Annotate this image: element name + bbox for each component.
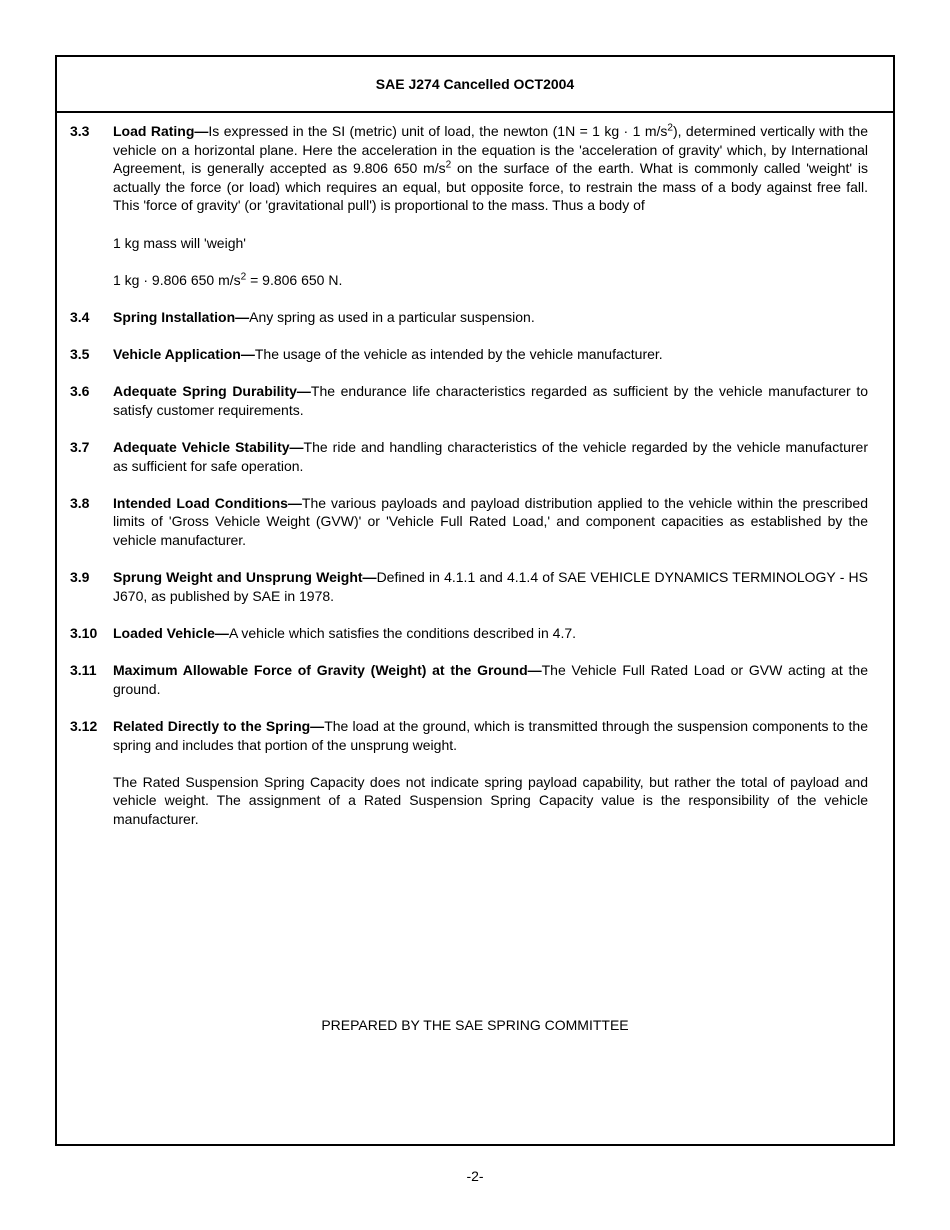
section-term: Sprung Weight and Unsprung Weight— — [113, 569, 377, 586]
document-header — [57, 57, 893, 113]
section-paragraph: 1 kg mass will 'weigh' — [113, 234, 246, 251]
section-number: 3.7 — [70, 439, 90, 456]
section-3-9 — [70, 568, 868, 605]
section-body — [113, 494, 868, 550]
section-number: 3.11 — [70, 662, 97, 679]
section-text: The usage of the vehicle as intended by the vehicle manufacturer. — [254, 346, 663, 363]
section-paragraph — [113, 271, 868, 290]
section-text: on the surface of the earth. What is commonly called 'weight' is actually the force (or load) which requires an equal, but opposite force, to restrain the mass of a body against free fall. This 'force of gravity' (or 'gravitational pull') is proportional to the mass. Thus a body of — [113, 160, 869, 214]
superscript: 2 — [240, 271, 247, 283]
section-body — [113, 624, 868, 643]
section-paragraph — [113, 717, 868, 754]
section-3-3 — [70, 122, 868, 289]
section-number: 3.5 — [70, 346, 90, 363]
section-body — [113, 717, 868, 829]
section-paragraph — [113, 122, 868, 215]
page-number: -2- — [466, 1168, 484, 1184]
prepared-by-line: PREPARED BY THE SAE SPRING COMMITTEE — [321, 1017, 629, 1033]
document-title: SAE J274 Cancelled OCT2004 — [375, 76, 575, 92]
section-term: Adequate Vehicle Stability— — [113, 439, 304, 456]
section-text: Is expressed in the SI (metric) unit of load, the newton (1N = 1 kg · 1 m/s — [208, 123, 668, 139]
section-3-6 — [70, 382, 868, 419]
section-text: The various payloads and payload distribution applied to the vehicle within the prescribed limits of 'Gross Vehicle Weight (GVW)' or 'Vehicle Full Rated Load,' and component capacities as established by the vehicle manufacturer. — [113, 494, 868, 549]
section-body — [113, 345, 868, 364]
section-text: The endurance life characteristics regarded as sufficient by the vehicle manufacturer to satisfy customer requirements. — [113, 383, 868, 418]
section-term: Spring Installation— — [113, 308, 250, 325]
equation-text: 1 kg · 9.806 650 m/s — [113, 271, 241, 288]
section-number: 3.4 — [70, 308, 90, 325]
section-text: The load at the ground, which is transmitted through the suspension components to the spring and includes that portion of the unsprung weight. — [113, 718, 868, 753]
section-text: ), determined vertically with the vehicle on a horizontal plane. Here the acceleration in the equation is the 'acceleration of gravity' which, by International Agreement, is generally accepted as 9.806 650 m/s — [113, 123, 868, 177]
section-3-12 — [70, 717, 868, 829]
section-text: Defined in 4.1.1 and 4.1.4 of SAE VEHICLE DYNAMICS TERMINOLOGY - HS J670, as published by SAE in 1978. — [113, 569, 868, 604]
section-number: 3.8 — [70, 494, 90, 511]
section-number: 3.10 — [70, 625, 98, 642]
section-number: 3.12 — [70, 718, 98, 734]
section-term: Maximum Allowable Force of Gravity (Weight) at the Ground— — [113, 662, 542, 679]
section-text: A vehicle which satisfies the conditions described in 4.7. — [228, 625, 577, 642]
superscript: 2 — [667, 122, 673, 134]
section-3-10 — [70, 624, 868, 643]
section-term: Load Rating— — [113, 123, 209, 139]
section-term: Loaded Vehicle— — [113, 625, 229, 642]
section-term: Intended Load Conditions— — [113, 494, 302, 511]
equation-text: = 9.806 650 N. — [246, 271, 343, 288]
section-paragraph: The Rated Suspension Spring Capacity does not indicate spring payload capability, but rather the total of payload and vehicle weight. The assignment of a Rated Suspension Spring Capacity value is the responsibility of the vehicle manufacturer. — [113, 773, 868, 827]
section-body — [113, 661, 868, 698]
section-term: Vehicle Application— — [113, 346, 255, 363]
section-body — [113, 308, 868, 327]
section-3-11 — [70, 661, 868, 698]
section-number: 3.3 — [70, 123, 90, 139]
section-text: The ride and handling characteristics of the vehicle regarded by the vehicle manufacturer as sufficient for safe operation. — [113, 439, 868, 474]
section-3-5 — [70, 345, 868, 364]
section-body — [113, 568, 868, 605]
section-term: Related Directly to the Spring— — [113, 718, 325, 734]
section-body — [113, 438, 868, 475]
section-text: Any spring as used in a particular suspension. — [249, 308, 535, 325]
section-number: 3.9 — [70, 569, 90, 586]
section-body — [113, 382, 868, 419]
section-term: Adequate Spring Durability— — [113, 383, 311, 400]
superscript: 2 — [445, 159, 452, 171]
section-body — [113, 122, 868, 289]
section-3-7 — [70, 438, 868, 475]
section-number: 3.6 — [70, 383, 90, 400]
document-body — [70, 122, 868, 847]
document-frame — [55, 55, 895, 1146]
section-3-8 — [70, 494, 868, 550]
section-text: The Vehicle Full Rated Load or GVW acting at the ground. — [113, 662, 868, 697]
section-3-4 — [70, 308, 868, 327]
